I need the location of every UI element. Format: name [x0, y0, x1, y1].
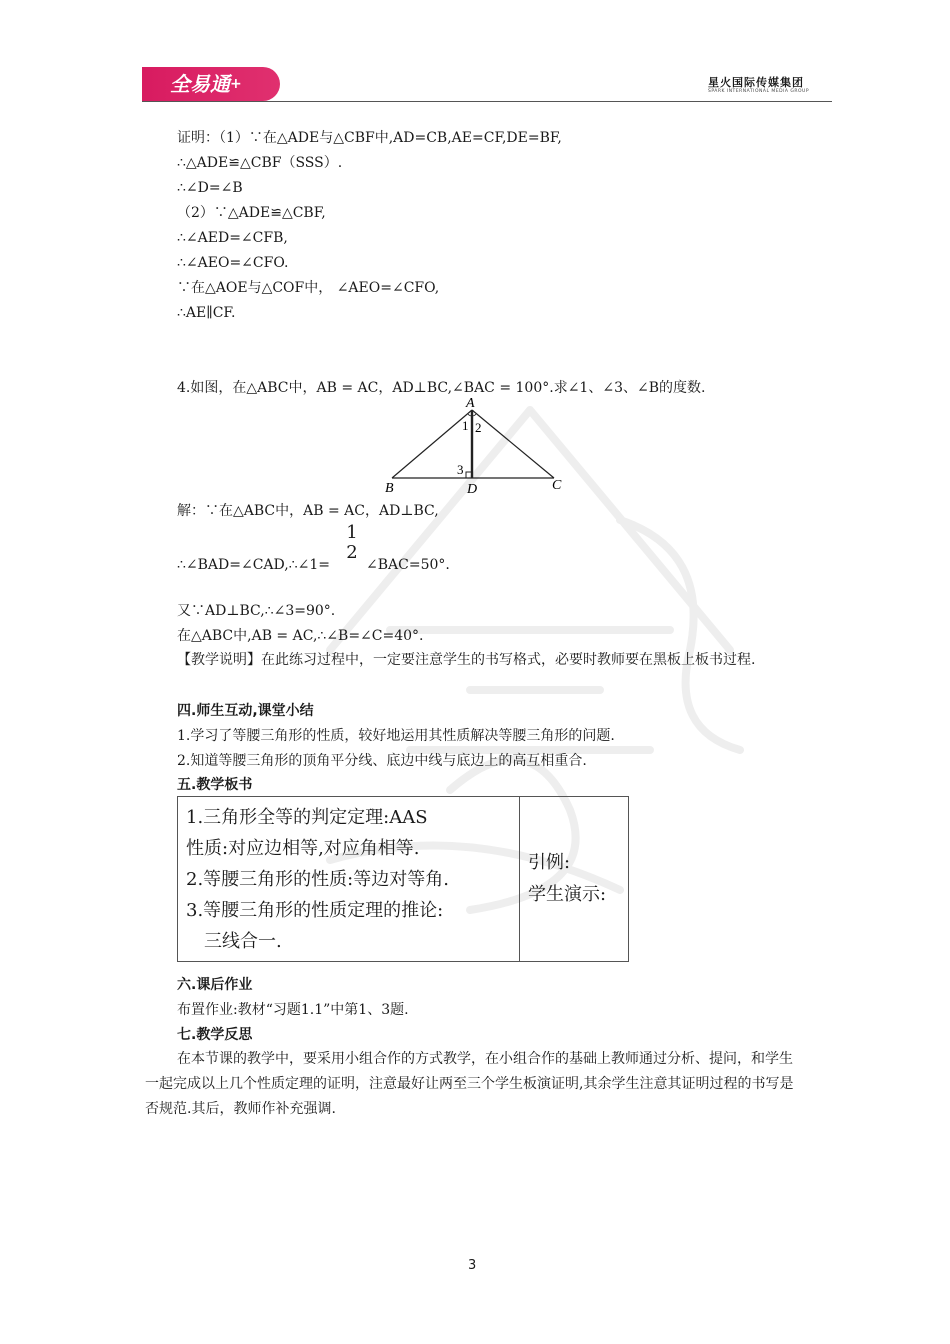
label-a: A: [466, 396, 475, 411]
publisher-name-en: SPARK INTERNATIONAL MEDIA GROUP: [708, 89, 810, 94]
homework-text: 布置作业:教材“习题1.1”中第1、3题.: [177, 1002, 409, 1018]
blackboard-table: [177, 796, 629, 962]
fraction-one-half: [345, 523, 359, 563]
solution-line-2-a: ∴∠BAD=∠CAD,∴∠1=: [177, 557, 330, 573]
header-divider: [142, 101, 832, 102]
fraction-denominator: 2: [346, 542, 358, 563]
section-4-item: 1.学习了等腰三角形的性质，较好地运用其性质解决等腰三角形的问题.: [177, 728, 615, 744]
section-4-item: 2.知道等腰三角形的顶角平分线、底边中线与底边上的高互相重合.: [177, 753, 587, 769]
teaching-note: 【教学说明】在此练习过程中，一定要注意学生的书写格式，必要时教师要在黑板上板书过程.: [177, 652, 756, 668]
board-line: 3.等腰三角形的性质定理的推论:: [186, 899, 444, 921]
proof-line: 证明：（1）∵在△ADE与△CBF中,AD=CB,AE=CF,DE=BF,: [177, 130, 562, 146]
board-line: 三线合一.: [204, 930, 282, 952]
proof-line: ∴AE∥CF.: [177, 305, 236, 321]
logo-text: 全易通: [170, 72, 230, 96]
proof-line: ∴∠AED=∠CFB,: [177, 230, 288, 246]
triangle-figure: [380, 394, 580, 496]
logo-star-icon: +: [230, 76, 242, 92]
proof-line: ∴∠AEO=∠CFO.: [177, 255, 289, 271]
reflection-text: 在本节课的教学中，要采用小组合作的方式教学，在小组合作的基础上教师通过分析、提问，和学生一起完成以上几个性质定理的证明，注意最好让两至三个学生板演证明,其余学生注意其证明过程的书写是否规范.其后，教师作补充强调.: [145, 1051, 794, 1117]
board-line: 学生演示:: [528, 884, 607, 905]
section-5-title: 五.教学板书: [177, 777, 253, 793]
page-number: 3: [468, 1258, 477, 1273]
solution-line-2-b: ∠BAC=50°.: [366, 557, 450, 573]
angle-1-label: 1: [462, 418, 469, 433]
question-4: 4.如图，在△ABC中，AB = AC，AD⊥BC,∠BAC = 100°.求∠1、∠3、∠B的度数.: [177, 380, 706, 396]
brand-logo: [142, 67, 280, 101]
publisher-name: 星火国际传媒集团: [708, 76, 804, 89]
fraction-numerator: 1: [346, 522, 358, 543]
board-line: 2.等腰三角形的性质:等边对等角.: [186, 868, 449, 890]
board-right-cell: [520, 797, 629, 962]
board-line: 性质:对应边相等,对应角相等.: [186, 837, 420, 859]
board-line: 引例:: [528, 852, 571, 873]
section-4-title: 四.师生互动,课堂小结: [177, 703, 314, 719]
label-b: B: [385, 481, 394, 496]
solution-line-3: 又∵AD⊥BC,∴∠3=90°.: [177, 603, 336, 619]
board-left-cell: [178, 797, 520, 962]
solution-line-4: 在△ABC中,AB = AC,∴∠B=∠C=40°.: [177, 628, 424, 644]
proof-line: ∴△ADE≌△CBF（SSS）.: [177, 155, 343, 171]
proof-line: ∵在△AOE与△COF中， ∠AEO=∠CFO,: [177, 280, 440, 296]
board-line: 1.三角形全等的判定定理:AAS: [186, 806, 428, 828]
proof-line: （2）∵△ADE≌△CBF,: [177, 205, 326, 221]
angle-3-label: 3: [457, 462, 464, 477]
angle-2-label: 2: [475, 420, 482, 435]
label-d: D: [467, 482, 478, 496]
label-c: C: [552, 478, 562, 493]
solution-line-1: 解：∵在△ABC中，AB = AC，AD⊥BC,: [177, 503, 439, 519]
proof-line: ∴∠D=∠B: [177, 180, 243, 196]
section-6-title: 六.课后作业: [177, 977, 253, 993]
section-7-title: 七.教学反思: [177, 1027, 253, 1043]
segment-ac: [472, 410, 554, 478]
